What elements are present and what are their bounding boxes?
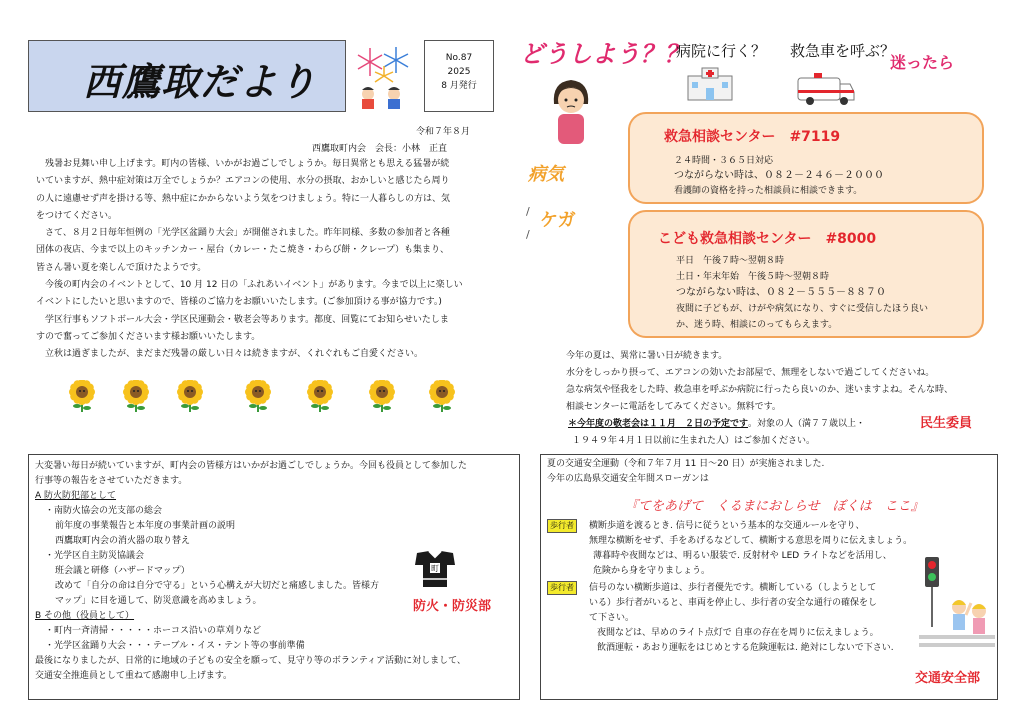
p1-line: 横断歩道を渡るとき. 信号に従うという基本的な交通ルールを守り、 bbox=[589, 521, 865, 531]
letter-body bbox=[36, 156, 488, 364]
traffic-intro-2: 今年の広島県交通安全年間スローガンは bbox=[547, 474, 709, 484]
issue-month: 8 月発行 bbox=[441, 81, 477, 91]
summer-line: 急な病気や怪我をした時、救急車を呼ぶか病院に行ったら良いのか、迷いますよね。そんな時、 bbox=[566, 385, 954, 395]
pedestrian-tag-2 bbox=[547, 581, 577, 596]
letter-line: 学区行事もソフトボール大会・学区民運動会・敬老会等あります。都度、回覧にてお知らせいたしま bbox=[45, 314, 449, 325]
a-item: 班会議と研修（ハザードマップ） bbox=[55, 566, 190, 576]
child-center-box bbox=[628, 210, 984, 338]
child-line-2: 土日・年末年始 午後５時～翌朝８時 bbox=[676, 272, 830, 282]
bousai-signature: 防火・防災部 bbox=[413, 599, 492, 614]
summer-message bbox=[566, 348, 953, 450]
letter-sender: 西鷹取町内会 会長：小林 正直 bbox=[312, 144, 448, 154]
closing-line: 交通安全推進員として重ねて感謝申し上げます。 bbox=[35, 671, 233, 681]
fireworks-kids-illustration bbox=[350, 42, 418, 110]
p2-line: 信号のない横断歩道は、歩行者優先です。横断している（しようとして bbox=[589, 583, 877, 593]
adult-line-1: ２４時間・３６５日対応 bbox=[674, 156, 774, 166]
hospital-icon bbox=[686, 66, 734, 102]
newsletter-title: 西鷹取だより bbox=[83, 60, 318, 104]
issue-year: 2025 bbox=[447, 67, 471, 77]
letter-date: 令和７年８月 bbox=[416, 127, 471, 137]
pedestrian-tag-1 bbox=[547, 519, 577, 534]
consult-question: どうしよう？？ bbox=[520, 40, 688, 68]
traffic-safety-box bbox=[540, 454, 998, 700]
child-line-5: か、迷う時、相談にのってもらえます。 bbox=[676, 320, 838, 330]
traffic-intro-1: 夏の交通安全運動（令和７年７月 11 日～20 日）が実施されました. bbox=[547, 459, 825, 469]
a-item: 西鷹取町内会の消火器の取り替え bbox=[55, 536, 191, 546]
title-banner bbox=[28, 40, 346, 112]
closing-line: 最後になりましたが、日常的に地域の子どもの安全を願って、見守り等のボランティア活動に対しまして、 bbox=[35, 656, 466, 666]
summer-line: 相談センターに電話をしてみてください。無料です。 bbox=[566, 402, 781, 412]
p2-line: 夜間などは、早めのライト点灯で 自車の存在を周りに伝えましょう。 bbox=[597, 628, 879, 638]
issue-number: No.87 bbox=[445, 53, 473, 63]
sunflower-icon bbox=[68, 380, 96, 414]
a-item: ・南防火協会の光支部の総会 bbox=[45, 506, 163, 516]
sunflower-icon bbox=[368, 380, 396, 414]
worried-woman-icon bbox=[548, 76, 594, 146]
letter-line: をつけてください。 bbox=[36, 210, 118, 221]
sunflower-icon bbox=[122, 380, 150, 414]
summer-line: 今年の夏は、異常に暑い日が続きます。 bbox=[566, 351, 728, 361]
p2-line: 飲酒運転・あおり運転をはじめとする危険運転は. 絶対にしないで下さい. bbox=[597, 643, 894, 653]
tag-label: 歩行者 bbox=[547, 581, 577, 595]
section-a-title: A 防火防犯部として bbox=[35, 491, 117, 501]
section-b-title: B その他（役員として） bbox=[35, 611, 135, 621]
tag-label: 歩行者 bbox=[547, 519, 577, 533]
sunflower-icon bbox=[428, 380, 456, 414]
child-center-title: こども救急相談センター #8000 bbox=[658, 231, 877, 247]
letter-line: 皆さん暑い夏を楽しんで頂けたようです。 bbox=[36, 262, 207, 273]
summer-line: 水分をしっかり摂って、エアコンの効いたお部屋で、無理をしないで過ごしてくださいね。 bbox=[566, 368, 935, 378]
report-intro-1: 大変暑い毎日が続いていますが、町内会の皆様方はいかがお過ごしでしょうか。今回も役員として参加した bbox=[35, 461, 468, 471]
p2-line: いる）歩行者がいると、車両を停止し、歩行者の安全な通行の確保をし bbox=[589, 598, 878, 608]
disaster-report-box bbox=[28, 454, 520, 700]
masthead bbox=[28, 40, 496, 112]
letter-line: いていますが、熱中症対策は万全でしょうか？エアコンの使用、水分の摂取、おかしいと感じたら周り bbox=[36, 176, 450, 187]
injury-label: ケガ bbox=[540, 210, 576, 231]
happi-coat-icon bbox=[413, 549, 457, 589]
p2-line: て下さい。 bbox=[589, 613, 635, 623]
letter-line: イベントにしたいと思いますので、皆様のご協力をお願いいたします。(ご参加頂ける事が協力です。) bbox=[36, 297, 442, 308]
hospital-question: 病院に行く？ bbox=[676, 42, 767, 60]
ambulance-question: 救急車を呼ぶ？ bbox=[790, 42, 896, 60]
illness-label: 病気 bbox=[528, 164, 564, 185]
letter-line: 立秋は過ぎましたが、まだまだ残暑の厳しい日々は続きますが、くれぐれもご自愛ください。 bbox=[45, 349, 424, 360]
p1-line: 無理な横断をせず、手をあげるなどして、横断する意思を周りに伝えましょう。 bbox=[589, 536, 913, 546]
minsei-signature: 民生委員 bbox=[920, 416, 973, 431]
p1-line: 危険から身を守りましょう。 bbox=[593, 566, 711, 576]
letter-line: の人に遠慮せず声を掛ける等、熱中症にかからないよう気をつけましょう。特に一人暮らしの方は、気 bbox=[36, 193, 451, 204]
report-intro-2: 行事等の報告をさせていただきます。 bbox=[35, 476, 188, 486]
a-item: 前年度の事業報告と本年度の事業計画の説明 bbox=[55, 521, 236, 531]
a-item: 改めて「自分の命は自分で守る」という心構えが大切だと痛感しました。皆様方 bbox=[55, 581, 380, 591]
b-item: ・光学区盆踊り大会・・・テーブル・イス・テント等の事前準備 bbox=[45, 641, 305, 651]
p1-line: 薄暮時や夜間などは、明るい服装で. 反射材や LED ライトなどを活用し、 bbox=[593, 551, 892, 561]
dash-marks: / bbox=[526, 205, 530, 218]
letter-line: 団体の夜店、今まで以上のキッチンカー・屋台（カレー・たこ焼き・わらび餅・クレープ）も集まり、 bbox=[36, 245, 450, 256]
traffic-slogan: 『てをあげて くるまにおしらせ ぼくは ここ』 bbox=[625, 499, 924, 514]
adult-line-2: つながらない時は、０８２－２４６－２０００ bbox=[674, 170, 884, 181]
keirou-line-2: １９４９年４月１日以前に生まれた人）はご参加ください。 bbox=[572, 436, 816, 446]
letter-line: さて、８月２日毎年恒例の「光学区盆踊り大会」が開催されました。昨年同様、多数の参加者と各種 bbox=[45, 228, 450, 239]
a-item: ・光学区自主防災協議会 bbox=[45, 551, 145, 561]
sunflower-icon bbox=[306, 380, 334, 414]
child-line-3: つながらない時は、０８２－５５５－８８７０ bbox=[676, 287, 886, 298]
keirou-line bbox=[566, 416, 953, 433]
a-item: マップ」に目を通して、防災意識を高めましょう。 bbox=[55, 596, 262, 606]
traffic-signature: 交通安全部 bbox=[915, 671, 981, 686]
letter-line: 残暑お見舞い申し上げます。町内の皆様、いかがお過ごしでしょうか。毎日異常とも思える猛暑が続 bbox=[45, 159, 450, 169]
adult-line-3: 看護師の資格を持った相談員に相談できます。 bbox=[674, 186, 863, 196]
child-line-4: 夜間に子どもが、けがや病気になり、すぐに受信したほう良い bbox=[676, 304, 929, 314]
sunflower-icon bbox=[244, 380, 272, 414]
letter-line: 今後の町内会のイベントとして、10 月 12 日の「ふれあいイベント」があります。今まで以上に楽しい bbox=[45, 280, 463, 291]
sunflower-icon bbox=[176, 380, 204, 414]
ambulance-icon bbox=[796, 70, 856, 108]
keirou-date: ＊今年度の敬老会は１１月 ２日の予定です bbox=[568, 419, 749, 429]
adult-center-box bbox=[628, 112, 984, 204]
happi-label: 町 bbox=[431, 564, 439, 573]
issue-info bbox=[424, 40, 494, 112]
lost-label: 迷ったら bbox=[890, 53, 955, 72]
adult-center-title: 救急相談センター #7119 bbox=[664, 129, 841, 145]
letter-line: すので奮ってご参加くださいます様お願いいたします。 bbox=[36, 331, 261, 342]
child-line-1: 平日 午後７時～翌朝８時 bbox=[676, 256, 785, 266]
b-item: ・町内一斉清掃・・・・・ホーコス沿いの草刈りなど bbox=[45, 626, 262, 636]
dash-marks-2: / bbox=[526, 228, 530, 241]
keirou-rest: 。対象の人（満７７歳以上・ bbox=[748, 419, 866, 429]
children-crossing-icon bbox=[919, 555, 995, 655]
